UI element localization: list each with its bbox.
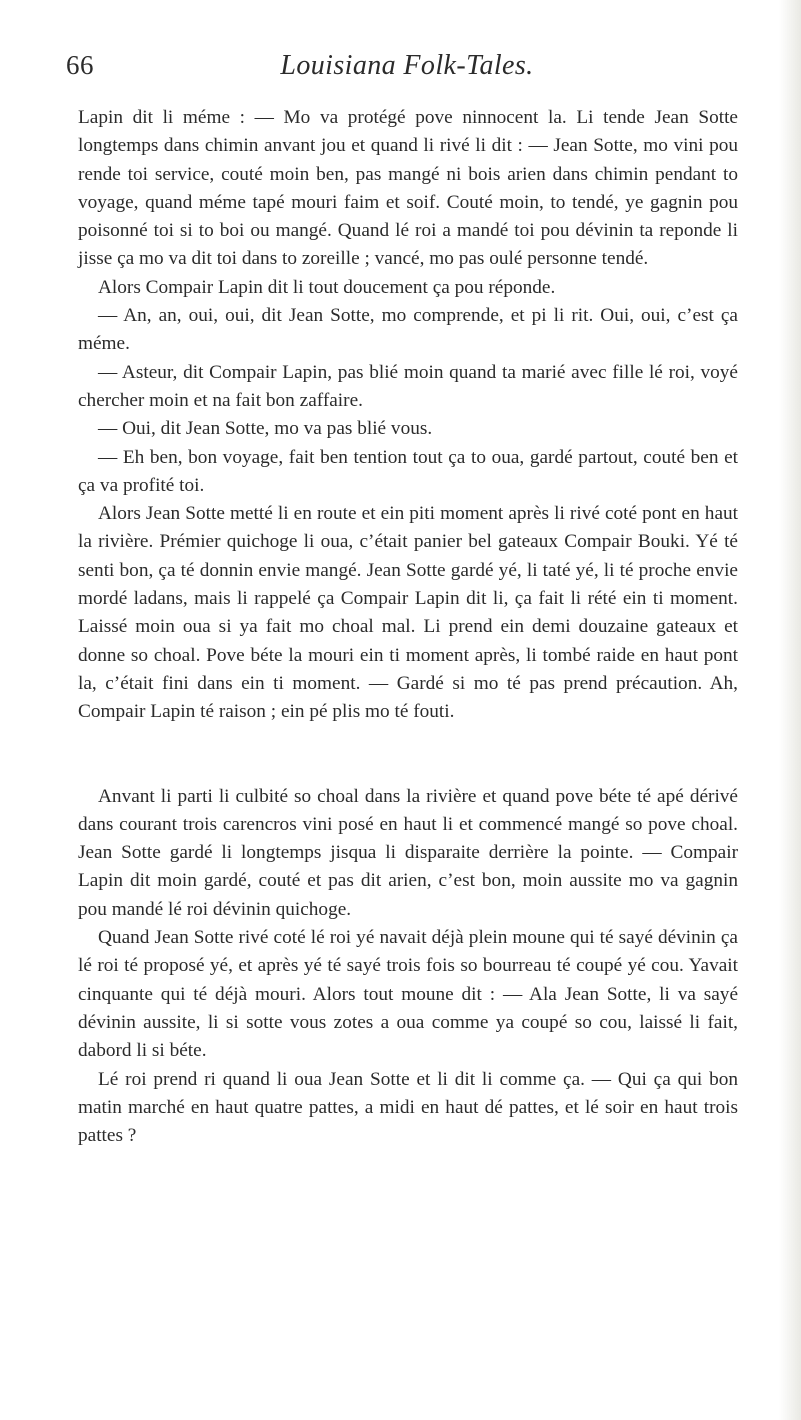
running-title: Louisiana Folk-Tales. xyxy=(280,50,534,81)
paragraph: — Eh ben, bon voyage, fait ben tention tout ça to oua, gardé partout, couté ben et ça va profité toi. xyxy=(78,446,738,496)
paragraph: — An, an, oui, oui, dit Jean Sotte, mo comprende, et pi li rit. Oui, oui, c’est ça méme. xyxy=(78,305,738,355)
paragraph: Quand Jean Sotte rivé coté lé roi yé navait déjà plein moune qui té sayé dévinin ça lé roi té proposé yé, et après yé té sayé trois fois so bourreau té coupé yé cou. Yavait cinquante qui té déjà mouri. Alors tout moune dit : — Ala Jean Sotte, li va sayé dévinin aussite, li si sotte vous zotes a oua comme ya coupé so cou, laissé li fait, dabord li si béte. xyxy=(78,927,738,1062)
body-text xyxy=(78,104,738,1150)
running-head xyxy=(66,50,748,94)
section-break xyxy=(78,727,738,783)
paragraph: Lapin dit li méme : — Mo va protégé pove ninnocent la. Li tende Jean Sotte longtemps dans chimin anvant jou et quand li rivé li dit : — Jean Sotte, mo vini pou rende toi service, couté moin ben, pas mangé ni bois arien dans chimin pendant to voyage, quand méme tapé mouri faim et soif. Couté moin, to tendé, ye gagnin pou poisonné toi si to boi ou mangé. Quand lé roi a mandé toi pou dévinin ta reponde li jisse ça mo va dit toi dans to zoreille ; vancé, mo pas oulé personne tendé. xyxy=(78,107,738,270)
page-edge-shadow xyxy=(779,0,801,1420)
paragraph: Lé roi prend ri quand li oua Jean Sotte et li dit li comme ça. — Qui ça qui bon matin marché en haut quatre pattes, a midi en haut dé pattes, et lé soir en haut trois pattes ? xyxy=(78,1068,738,1147)
paragraph: Alors Compair Lapin dit li tout doucement ça pou réponde. xyxy=(98,276,556,298)
paragraph: — Asteur, dit Compair Lapin, pas blié moin quand ta marié avec fille lé roi, voyé chercher moin et na fait bon zaffaire. xyxy=(78,361,738,411)
page-number: 66 xyxy=(66,50,94,80)
paragraph: Alors Jean Sotte metté li en route et ein piti moment après li rivé coté pont en haut la rivière. Prémier quichoge li oua, c’était panier bel gateaux Compair Bouki. Yé té senti bon, ça té donnin envie mangé. Jean Sotte gardé yé, li taté yé, li té proche envie mordé ladans, mais li rappelé ça Compair Lapin dit li, ça fait li rété ein ti moment. Laissé moin oua si ya fait mo choal mal. Li prend ein demi douzaine gateaux et donne so choal. Pove béte la mouri ein ti moment après, li tombé raide en haut pont la, c’était fini dans ein ti moment. — Gardé si mo té pas prend précaution. Ah, Compair Lapin té raison ; ein pé plis mo té fouti. xyxy=(78,503,738,723)
paragraph: Anvant li parti li culbité so choal dans la rivière et quand pove béte té apé dérivé dans courant trois carencros vini posé en haut li et commencé mangé so pove choal. Jean Sotte gardé li longtemps jisqua li disparaite derrière la pointe. — Compair Lapin dit moin gardé, couté et pas dit arien, c’est bon, moin aussite mo va gagnin pou mandé lé roi dévinin quichoge. xyxy=(78,785,738,920)
paragraph: — Oui, dit Jean Sotte, mo va pas blié vous. xyxy=(98,418,433,440)
